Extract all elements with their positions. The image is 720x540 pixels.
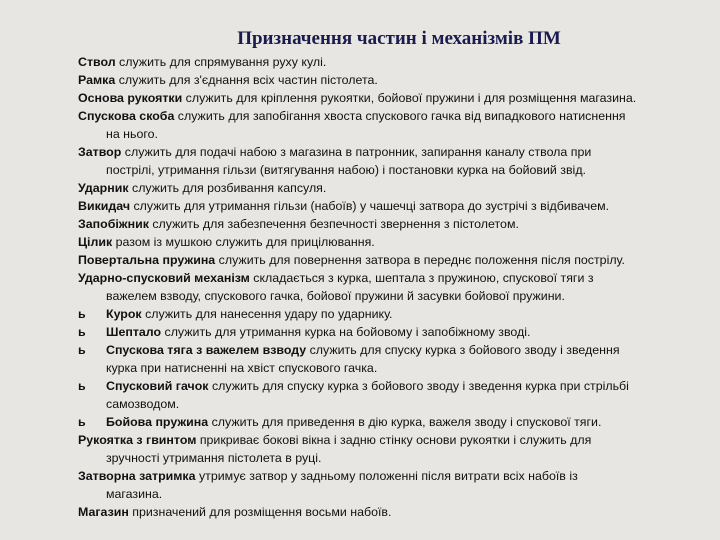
item-text: служить для утримання гільзи (набоїв) у чашечці затвора до зустрічі з відбивачем. xyxy=(130,199,610,213)
item-text: служить для спуску курка з бойового зводу і зведення xyxy=(306,343,620,357)
list-item xyxy=(78,143,714,161)
bullet-marker: ь xyxy=(78,379,86,393)
bullet-item xyxy=(78,323,714,341)
item-text: служить для приведення в дію курка, важеля зводу і спускової тяги. xyxy=(208,415,602,429)
item-text: служить для запобігання хвоста спускового гачка від випадкового натиснення xyxy=(174,109,626,123)
item-text: служить для з'єднання всіх частин пістолета. xyxy=(115,73,378,87)
item-term: Шептало xyxy=(106,325,162,339)
bullet-marker: ь xyxy=(78,325,86,339)
list-item xyxy=(78,467,714,485)
list-item xyxy=(78,269,714,287)
list-item-continuation: зручності утримання пістолета в руці. xyxy=(106,451,322,465)
list-item xyxy=(78,251,714,269)
item-text: служить для спуску курка з бойового зводу і зведення курка при стрільбі xyxy=(208,379,629,393)
bullet-marker: ь xyxy=(78,343,86,357)
item-term: Магазин xyxy=(78,505,129,519)
list-item xyxy=(78,197,714,215)
item-term: Курок xyxy=(106,307,142,321)
item-text: служить для подачі набою з магазина в патронник, запирання каналу ствола при xyxy=(121,145,592,159)
item-term: Рукоятка з гвинтом xyxy=(78,433,197,447)
bullet-item xyxy=(78,377,714,395)
content-body xyxy=(78,53,714,521)
item-text: утримує затвор у задньому положенні після витрати всіх набоїв із xyxy=(195,469,578,483)
item-term: Спускова тяга з важелем взводу xyxy=(106,343,307,357)
item-text: служить для утримання курка на бойовому і запобіжному зводі. xyxy=(161,325,531,339)
list-item-continuation: самозводом. xyxy=(106,397,180,411)
item-text: служить для забезпечення безпечності звернення з пістолетом. xyxy=(148,217,519,231)
item-text: складається з курка, шептала з пружиною, спускової тяги з xyxy=(249,271,594,285)
item-term: Спускова скоба xyxy=(78,109,175,123)
item-term: Затвор xyxy=(78,145,122,159)
list-item xyxy=(78,107,714,125)
bullet-item xyxy=(78,413,714,431)
item-term: Рамка xyxy=(78,73,116,87)
list-item-continuation: пострілі, утримання гільзи (витягування набою) і постановки курка на бойовий звід. xyxy=(106,163,586,177)
list-item xyxy=(78,89,714,107)
item-term: Спусковий гачок xyxy=(106,379,209,393)
bullet-marker: ь xyxy=(78,307,86,321)
list-item-continuation: важелем взводу, спускового гачка, бойової пружини й засувки бойової пружини. xyxy=(106,289,565,303)
list-item xyxy=(78,179,714,197)
list-item xyxy=(78,71,714,89)
bullet-item xyxy=(78,341,714,359)
list-item-continuation: курка при натисненні на хвіст спускового гачка. xyxy=(106,361,378,375)
item-term: Викидач xyxy=(78,199,131,213)
list-item xyxy=(78,431,714,449)
item-term: Основа рукоятки xyxy=(78,91,183,105)
item-term: Ударно-спусковий механізм xyxy=(78,271,250,285)
item-term: Запобіжник xyxy=(78,217,149,231)
list-item xyxy=(78,53,714,71)
bullet-marker: ь xyxy=(78,415,86,429)
item-term: Повертальна пружина xyxy=(78,253,216,267)
list-item-continuation: магазина. xyxy=(106,487,163,501)
item-text: служить для кріплення рукоятки, бойової пружини і для розміщення магазина. xyxy=(182,91,637,105)
item-text: служить для спрямування руху кулі. xyxy=(115,55,327,69)
item-term: Бойова пружина xyxy=(106,415,209,429)
item-text: разом із мушкою служить для прицілювання. xyxy=(112,235,375,249)
item-term: Ударник xyxy=(78,181,129,195)
item-term: Затворна затримка xyxy=(78,469,196,483)
page-title: Призначення частин і механізмів ПМ xyxy=(237,28,561,49)
item-term: Ствол xyxy=(78,55,116,69)
item-text: служить для розбивання капсуля. xyxy=(128,181,327,195)
list-item-continuation: на нього. xyxy=(106,127,158,141)
item-text: призначений для розміщення восьми набоїв. xyxy=(128,505,392,519)
item-text: служить для повернення затвора в переднє положення після пострілу. xyxy=(215,253,625,267)
item-text: прикриває бокові вікна і задню стінку основи рукоятки і служить для xyxy=(196,433,592,447)
list-item xyxy=(78,233,714,251)
item-term: Цілик xyxy=(78,235,113,249)
list-item xyxy=(78,215,714,233)
item-text: служить для нанесення удару по ударнику. xyxy=(141,307,393,321)
bullet-item xyxy=(78,305,714,323)
list-item xyxy=(78,503,714,521)
